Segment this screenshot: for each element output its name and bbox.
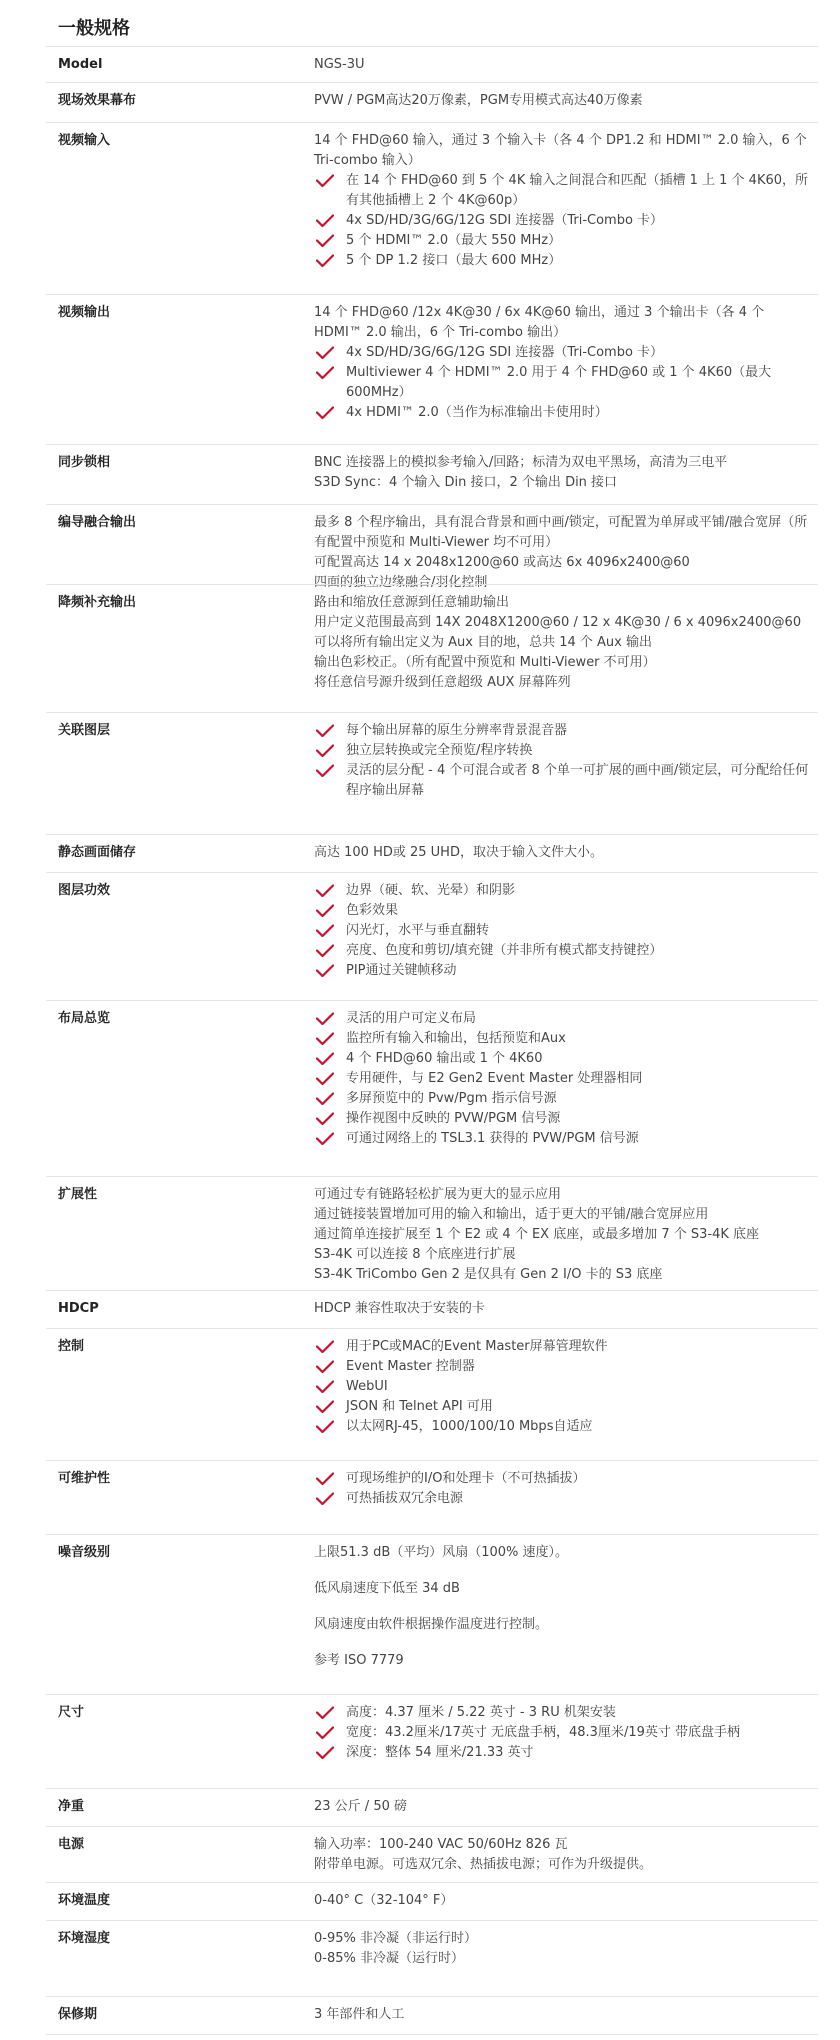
spec-row [46, 872, 818, 978]
check-item-text: PIP通过关键帧移动 [346, 963, 457, 978]
spec-text: 输出色彩校正。（所有配置中预览和 Multi-Viewer 不可用） [314, 655, 656, 670]
spec-text: 可通过专有链路轻松扩展为更大的显示应用 [314, 1187, 562, 1202]
check-item-text: 在 14 个 FHD@60 到 5 个 4K 输入之间混合和匹配（插槽 1 上 1 个 4K60，所有其他插槽上 2 个 4K@60p） [346, 173, 809, 208]
checkmark-icon [316, 1072, 334, 1086]
check-item [314, 1069, 814, 1089]
spec-value [314, 453, 814, 493]
check-item [314, 721, 814, 741]
spec-text: 最多 8 个程序输出，具有混合背景和画中画/锁定，可配置为单屏或平铺/融合宽屏（所有配置中预览和 Multi-Viewer 均不可用） [314, 515, 808, 550]
checkmark-icon [316, 964, 334, 978]
check-item-text: 可热插拔双冗余电源 [346, 1491, 464, 1506]
check-item [314, 1417, 814, 1437]
spec-text: NGS-3U [314, 57, 365, 72]
spec-value [314, 593, 814, 693]
spec-paragraph: 低风扇速度下低至 34 dB [314, 1581, 460, 1596]
spec-row [46, 1920, 818, 1966]
spec-paragraph: 上限51.3 dB（平均）风扇（100% 速度）。 [314, 1545, 569, 1560]
check-item-text: Multiviewer 4 个 HDMI™ 2.0 用于 4 个 FHD@60 或 1 个 4K60（最大 600MHz） [346, 365, 772, 400]
checkmark-icon [316, 366, 334, 380]
check-item [314, 1089, 814, 1109]
check-item [314, 741, 814, 761]
checkmark-icon [316, 214, 334, 228]
spec-value [314, 1929, 814, 1969]
spec-text: 0-95% 非冷凝（非运行时） [314, 1931, 477, 1946]
spec-value [314, 55, 814, 75]
spec-label: 可维护性 [58, 1471, 111, 1486]
spec-text: PVW / PGM高达20万像素，PGM专用模式高达40万像素 [314, 93, 643, 108]
spec-paragraph: 参考 ISO 7779 [314, 1653, 404, 1668]
check-item [314, 1723, 814, 1743]
spec-row [46, 1826, 818, 1872]
check-item-text: 灵活的用户可定义布局 [346, 1011, 477, 1026]
check-item [314, 1743, 814, 1763]
checkmark-icon [316, 724, 334, 738]
check-item-text: 边界（硬、软、光晕）和阴影 [346, 883, 516, 898]
spec-row [46, 834, 818, 860]
spec-label: 保修期 [58, 2007, 98, 2022]
spec-value [314, 513, 814, 593]
checkmark-icon [316, 254, 334, 268]
spec-row [46, 1996, 818, 2022]
spec-label: Model [58, 57, 103, 72]
check-item-text: 4 个 FHD@60 输出或 1 个 4K60 [346, 1051, 543, 1066]
check-item [314, 1469, 814, 1489]
checkmark-icon [316, 234, 334, 248]
check-item [314, 171, 814, 211]
spec-label: 环境湿度 [58, 1931, 111, 1946]
check-item [314, 1357, 814, 1377]
table-bottom-border [46, 2034, 818, 2035]
spec-value [314, 881, 814, 981]
spec-text: 14 个 FHD@60 /12x 4K@30 / 6x 4K@60 输出，通过 3 个输出卡（各 4 个 HDMI™ 2.0 输出，6 个 Tri-combo 输出） [314, 305, 765, 340]
check-item-text: 灵活的层分配 - 4 个可混合或者 8 个单一可扩展的画中画/锁定层，可分配给任何程序输出屏幕 [346, 763, 809, 798]
check-item-text: 专用硬件，与 E2 Gen2 Event Master 处理器相同 [346, 1071, 643, 1086]
checkmark-icon [316, 1472, 334, 1486]
spec-value [314, 1009, 814, 1149]
check-item [314, 1049, 814, 1069]
checkmark-icon [316, 1012, 334, 1026]
spec-text: 0-85% 非冷凝（运行时） [314, 1951, 464, 1966]
check-item-text: Event Master 控制器 [346, 1359, 475, 1374]
spec-label: 图层功效 [58, 883, 111, 898]
spec-label: 同步锁相 [58, 455, 111, 470]
checkmark-icon [316, 1492, 334, 1506]
spec-row [46, 584, 818, 690]
check-item-text: 亮度、色度和剪切/填充键（并非所有模式都支持键控） [346, 943, 663, 958]
spec-row [46, 82, 818, 108]
spec-value [314, 1299, 814, 1319]
spec-text: 23 公斤 / 50 磅 [314, 1799, 407, 1814]
check-item [314, 363, 814, 403]
spec-row [46, 1882, 818, 1908]
spec-row [46, 1460, 818, 1506]
spec-text: HDCP 兼容性取决于安装的卡 [314, 1301, 485, 1316]
spec-row [46, 1534, 818, 1668]
checkmark-icon [316, 1052, 334, 1066]
spec-text: 通过链接装置增加可用的输入和输出，适于更大的平铺/融合宽屏应用 [314, 1207, 709, 1222]
checkmark-icon [316, 764, 334, 778]
spec-value [314, 1185, 814, 1285]
check-item-text: 深度：整体 54 厘米/21.33 英寸 [346, 1745, 534, 1760]
spec-label: 尺寸 [58, 1705, 85, 1720]
spec-text: 路由和缩放任意源到任意辅助输出 [314, 595, 510, 610]
spec-row [46, 1788, 818, 1814]
spec-label: 环境温度 [58, 1893, 111, 1908]
spec-label: 视频输出 [58, 305, 111, 320]
check-item-text: 独立层转换或完全预览/程序转换 [346, 743, 533, 758]
spec-row [46, 1290, 818, 1316]
check-item [314, 251, 814, 271]
spec-text: 14 个 FHD@60 输入，通过 3 个输入卡（各 4 个 DP1.2 和 HDMI™ 2.0 输入，6 个 Tri-combo 输入） [314, 133, 807, 168]
spec-value [314, 1891, 814, 1911]
spec-label: 关联图层 [58, 723, 111, 738]
spec-text: 可以将所有输出定义为 Aux 目的地，总共 14 个 Aux 输出 [314, 635, 652, 650]
check-item-text: 监控所有输入和输出，包括预览和Aux [346, 1031, 566, 1046]
spec-text: 通过简单连接扩展至 1 个 E2 或 4 个 EX 底座，或最多增加 7 个 S3-4K 底座 [314, 1227, 760, 1242]
checkmark-icon [316, 346, 334, 360]
spec-text: 将任意信号源升级到任意超级 AUX 屏幕阵列 [314, 675, 571, 690]
check-item-text: 每个输出屏幕的原生分辨率背景混音器 [346, 723, 568, 738]
spec-value [314, 131, 814, 271]
spec-text: S3D Sync：4 个输入 Din 接口，2 个输出 Din 接口 [314, 475, 618, 490]
check-item-text: 4x HDMI™ 2.0（当作为标准输出卡使用时） [346, 405, 608, 420]
spec-text: 高达 100 HD或 25 UHD，取决于输入文件大小。 [314, 845, 603, 860]
spec-text: 输入功率：100-240 VAC 50/60Hz 826 瓦 [314, 1837, 568, 1852]
spec-row [46, 1328, 818, 1434]
spec-value [314, 1835, 814, 1875]
checkmark-icon [316, 406, 334, 420]
checkmark-icon [316, 1420, 334, 1434]
spec-label: 现场效果幕布 [58, 93, 137, 108]
checkmark-icon [316, 174, 334, 188]
checkmark-icon [316, 744, 334, 758]
spec-value [314, 2005, 814, 2025]
spec-row [46, 46, 818, 72]
checkmark-icon [316, 1092, 334, 1106]
spec-label: 布局总览 [58, 1011, 111, 1026]
spec-label: 静态画面储存 [58, 845, 137, 860]
checkmark-icon [316, 1112, 334, 1126]
spec-value [314, 721, 814, 801]
check-item-text: 可现场维护的I/O和处理卡（不可热插拔） [346, 1471, 586, 1486]
check-item [314, 1337, 814, 1357]
check-item [314, 901, 814, 921]
check-item [314, 1109, 814, 1129]
spec-value [314, 843, 814, 863]
spec-label: 视频输入 [58, 133, 111, 148]
checkmark-icon [316, 1706, 334, 1720]
check-item-text: 5 个 DP 1.2 接口（最大 600 MHz） [346, 253, 562, 268]
check-item [314, 1009, 814, 1029]
check-item-text: 可通过网络上的 TSL3.1 获得的 PVW/PGM 信号源 [346, 1131, 639, 1146]
check-item [314, 343, 814, 363]
check-item [314, 761, 814, 801]
spec-text: 用户定义范围最高到 14X 2048X1200@60 / 12 x 4K@30 / 6 x 4096x2400@60 [314, 615, 802, 630]
check-item [314, 211, 814, 231]
check-item [314, 1489, 814, 1509]
spec-text: 附带单电源。可选双冗余、热插拔电源；可作为升级提供。 [314, 1857, 653, 1872]
checkmark-icon [316, 904, 334, 918]
spec-value [314, 1469, 814, 1509]
spec-row [46, 712, 818, 798]
checkmark-icon [316, 1746, 334, 1760]
checkmark-icon [316, 1726, 334, 1740]
spec-row [46, 504, 818, 590]
spec-row [46, 1694, 818, 1760]
check-item-text: 闪光灯，水平与垂直翻转 [346, 923, 490, 938]
spec-text: S3-4K TriCombo Gen 2 是仅具有 Gen 2 I/O 卡的 S3 底座 [314, 1267, 663, 1282]
spec-row [46, 1000, 818, 1146]
check-item-text: 操作视图中反映的 PVW/PGM 信号源 [346, 1111, 561, 1126]
check-item [314, 1397, 814, 1417]
spec-value [314, 1797, 814, 1817]
check-item [314, 921, 814, 941]
spec-label: 编导融合输出 [58, 515, 137, 530]
spec-text: 0-40° C（32-104° F） [314, 1893, 454, 1908]
spec-value [314, 1543, 814, 1687]
check-item [314, 941, 814, 961]
spec-label: 扩展性 [58, 1187, 98, 1202]
spec-value [314, 1337, 814, 1437]
section-title: 一般规格 [58, 18, 130, 39]
spec-label: HDCP [58, 1301, 99, 1316]
check-item-text: WebUI [346, 1379, 388, 1394]
checkmark-icon [316, 944, 334, 958]
check-item [314, 961, 814, 981]
spec-label: 电源 [58, 1837, 85, 1852]
check-item-text: 色彩效果 [346, 903, 399, 918]
spec-text: 可配置高达 14 x 2048x1200@60 或高达 6x 4096x2400@60 [314, 555, 690, 570]
spec-label: 降频补充输出 [58, 595, 137, 610]
check-item-text: 宽度：43.2厘米/17英寸 无底盘手柄，48.3厘米/19英寸 带底盘手柄 [346, 1725, 740, 1740]
checkmark-icon [316, 1132, 334, 1146]
check-item [314, 881, 814, 901]
spec-paragraph: 风扇速度由软件根据操作温度进行控制。 [314, 1617, 549, 1632]
checkmark-icon [316, 884, 334, 898]
checkmark-icon [316, 1380, 334, 1394]
checkmark-icon [316, 1400, 334, 1414]
spec-value [314, 303, 814, 423]
checkmark-icon [316, 924, 334, 938]
spec-row [46, 294, 818, 420]
spec-label: 控制 [58, 1339, 85, 1354]
check-item [314, 1129, 814, 1149]
check-item-text: JSON 和 Telnet API 可用 [346, 1399, 493, 1414]
spec-row [46, 122, 818, 268]
check-item-text: 5 个 HDMI™ 2.0（最大 550 MHz） [346, 233, 562, 248]
check-item-text: 以太网RJ-45，1000/100/10 Mbps自适应 [346, 1419, 593, 1434]
spec-row [46, 444, 818, 490]
check-item-text: 高度：4.37 厘米 / 5.22 英寸 - 3 RU 机架安装 [346, 1705, 616, 1720]
check-item [314, 403, 814, 423]
check-item [314, 1029, 814, 1049]
checkmark-icon [316, 1032, 334, 1046]
check-item [314, 1377, 814, 1397]
check-item-text: 4x SD/HD/3G/6G/12G SDI 连接器（Tri-Combo 卡） [346, 213, 664, 228]
check-item [314, 1703, 814, 1723]
checkmark-icon [316, 1340, 334, 1354]
check-item-text: 4x SD/HD/3G/6G/12G SDI 连接器（Tri-Combo 卡） [346, 345, 664, 360]
checkmark-icon [316, 1360, 334, 1374]
spec-text: 四面的独立边缘融合/羽化控制 [314, 575, 488, 590]
spec-row [46, 1176, 818, 1282]
spec-text: BNC 连接器上的模拟参考输入/回路；标清为双电平黑场，高清为三电平 [314, 455, 728, 470]
spec-value [314, 1703, 814, 1763]
spec-label: 净重 [58, 1799, 85, 1814]
check-item [314, 231, 814, 251]
check-item-text: 用于PC或MAC的Event Master屏幕管理软件 [346, 1339, 608, 1354]
spec-text: S3-4K 可以连接 8 个底座进行扩展 [314, 1247, 516, 1262]
check-item-text: 多屏预览中的 Pvw/Pgm 指示信号源 [346, 1091, 557, 1106]
spec-value [314, 91, 814, 111]
spec-text: 3 年部件和人工 [314, 2007, 405, 2022]
spec-label: 噪音级别 [58, 1545, 111, 1560]
